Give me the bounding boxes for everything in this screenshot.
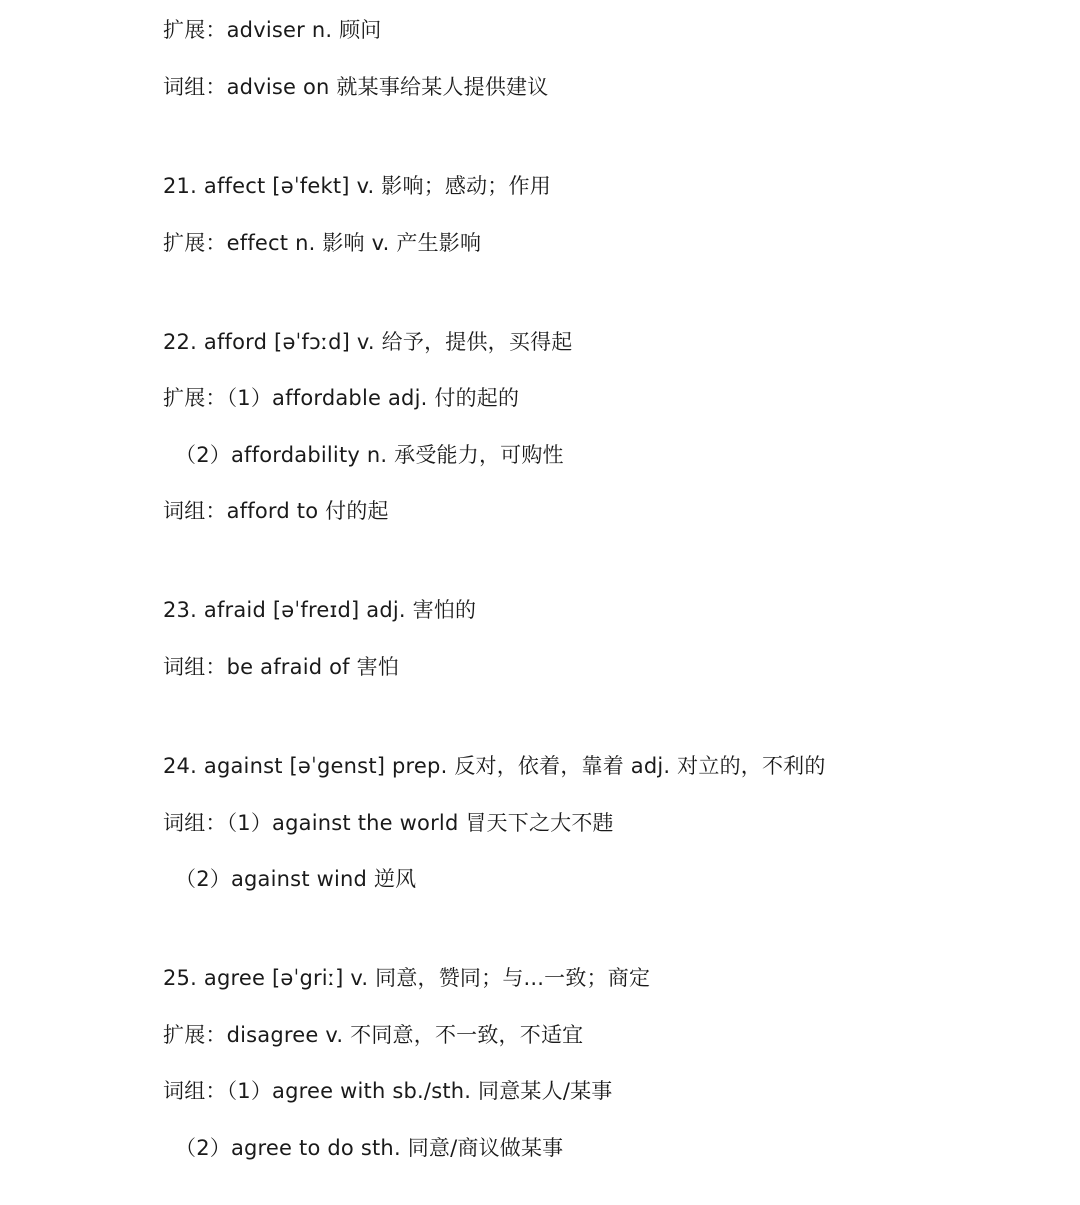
entry-24-phrase-2: （2）against wind 逆风: [175, 867, 417, 891]
entry-25-phrase-1: 词组：（1）agree with sb./sth. 同意某人/某事: [163, 1079, 613, 1103]
entry-25-phrase-2: （2）agree to do sth. 同意/商议做某事: [175, 1136, 564, 1160]
entry-22-phrase: 词组：afford to 付的起: [163, 499, 389, 523]
entry-24-headword: 24. against [əˈgenst] prep. 反对，依着，靠着 adj. 对立的，不利的: [163, 754, 826, 778]
entry-21-headword: 21. affect [əˈfekt] v. 影响；感动；作用: [163, 174, 551, 198]
entry-22-extension-2: （2）affordability n. 承受能力，可购性: [175, 443, 564, 467]
entry-20-phrase: 词组：advise on 就某事给某人提供建议: [163, 75, 549, 99]
entry-25-headword: 25. agree [əˈgriː] v. 同意，赞同；与...一致；商定: [163, 966, 651, 990]
entry-22-headword: 22. afford [əˈfɔːd] v. 给予，提供，买得起: [163, 330, 573, 354]
entry-23-headword: 23. afraid [əˈfreɪd] adj. 害怕的: [163, 598, 477, 622]
entry-24-phrase-1: 词组：（1）against the world 冒天下之大不韪: [163, 811, 614, 835]
entry-25-extension: 扩展：disagree v. 不同意，不一致，不适宜: [163, 1023, 584, 1047]
entry-20-extension: 扩展：adviser n. 顾问: [163, 18, 382, 42]
entry-23-phrase: 词组：be afraid of 害怕: [163, 655, 400, 679]
entry-21-extension: 扩展：effect n. 影响 v. 产生影响: [163, 231, 482, 255]
entry-22-extension-1: 扩展：（1）affordable adj. 付的起的: [163, 386, 520, 410]
